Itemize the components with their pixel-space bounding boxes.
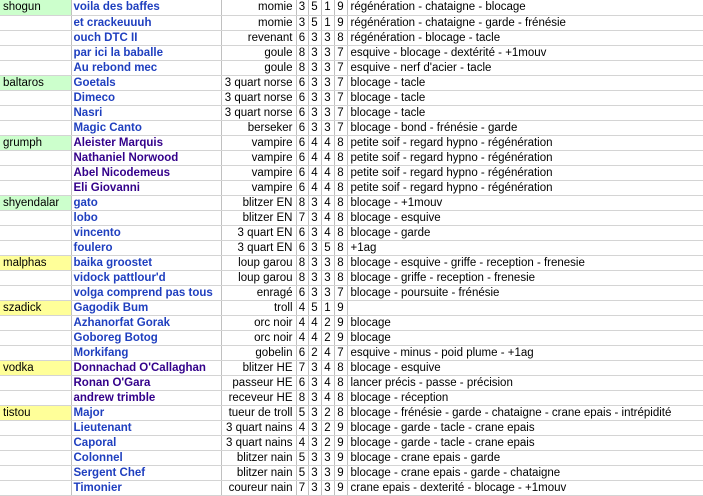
skills-cell: blocage - +1mouv	[347, 195, 703, 210]
stat-ag-cell: 4	[321, 165, 334, 180]
stat-ag-cell: 4	[321, 195, 334, 210]
player-name-cell: lobo	[71, 210, 221, 225]
player-name-cell: Gagodik Bum	[71, 300, 221, 315]
player-name-cell: Sergent Chef	[71, 465, 221, 480]
table-row	[0, 120, 703, 135]
stat-av-cell: 8	[334, 135, 347, 150]
player-name-cell: Nathaniel Norwood	[71, 150, 221, 165]
table-row	[0, 465, 703, 480]
stat-av-cell: 8	[334, 240, 347, 255]
stat-ag-cell: 3	[321, 270, 334, 285]
table-row	[0, 390, 703, 405]
stat-av-cell: 8	[334, 30, 347, 45]
stat-av-cell: 9	[334, 15, 347, 30]
table-row	[0, 420, 703, 435]
stat-av-cell: 8	[334, 390, 347, 405]
table-row	[0, 165, 703, 180]
race-cell: passeur HE	[221, 375, 296, 390]
race-cell: 3 quart EN	[221, 240, 296, 255]
owner-cell	[0, 465, 71, 480]
stat-ag-cell: 4	[321, 180, 334, 195]
table-row	[0, 210, 703, 225]
stat-st-cell: 4	[308, 180, 321, 195]
player-name-cell: Azhanorfat Gorak	[71, 315, 221, 330]
stat-ma-cell: 6	[296, 225, 308, 240]
stat-av-cell: 7	[334, 75, 347, 90]
stat-av-cell: 8	[334, 270, 347, 285]
skills-cell: blocage - crane epais - garde	[347, 450, 703, 465]
stat-ag-cell: 4	[321, 390, 334, 405]
stat-ag-cell: 3	[321, 105, 334, 120]
owner-cell: malphas	[0, 255, 71, 270]
race-cell: blitzer nain	[221, 465, 296, 480]
stat-st-cell: 3	[308, 195, 321, 210]
table-row	[0, 15, 703, 30]
skills-cell: blocage	[347, 330, 703, 345]
skills-cell: blocage - garde - tacle - crane epais	[347, 420, 703, 435]
skills-cell: blocage	[347, 315, 703, 330]
player-name-cell: et crackeuuuh	[71, 15, 221, 30]
skills-cell: blocage - frénésie - garde - chataigne - crane epais - intrépidité	[347, 405, 703, 420]
stat-ma-cell: 5	[296, 405, 308, 420]
stat-st-cell: 4	[308, 165, 321, 180]
stat-st-cell: 3	[308, 405, 321, 420]
player-name-cell: Au rebond mec	[71, 60, 221, 75]
stat-ma-cell: 4	[296, 315, 308, 330]
owner-cell	[0, 45, 71, 60]
owner-cell	[0, 90, 71, 105]
race-cell: enragé	[221, 285, 296, 300]
owner-cell	[0, 390, 71, 405]
stat-ma-cell: 6	[296, 120, 308, 135]
race-cell: berseker	[221, 120, 296, 135]
table-row	[0, 60, 703, 75]
stat-st-cell: 4	[308, 150, 321, 165]
race-cell: vampire	[221, 135, 296, 150]
stat-av-cell: 8	[334, 180, 347, 195]
owner-cell	[0, 15, 71, 30]
player-name-cell: Caporal	[71, 435, 221, 450]
stat-ma-cell: 8	[296, 255, 308, 270]
stat-ag-cell: 2	[321, 405, 334, 420]
skills-cell: petite soif - regard hypno - régénération	[347, 135, 703, 150]
player-name-cell: par ici la baballe	[71, 45, 221, 60]
stat-av-cell: 8	[334, 165, 347, 180]
skills-cell: blocage - réception	[347, 390, 703, 405]
skills-cell: blocage - crane epais - garde - chataigne	[347, 465, 703, 480]
table-row	[0, 315, 703, 330]
stat-ag-cell: 3	[321, 120, 334, 135]
stat-ag-cell: 3	[321, 75, 334, 90]
table-row	[0, 75, 703, 90]
table-row	[0, 90, 703, 105]
table-row	[0, 375, 703, 390]
race-cell: goule	[221, 60, 296, 75]
stat-st-cell: 3	[308, 240, 321, 255]
owner-cell: szadick	[0, 300, 71, 315]
skills-cell: crane epais - dexterité - blocage - +1mouv	[347, 480, 703, 495]
stat-av-cell: 7	[334, 285, 347, 300]
owner-cell: vodka	[0, 360, 71, 375]
owner-cell	[0, 210, 71, 225]
owner-cell	[0, 150, 71, 165]
table-row	[0, 195, 703, 210]
stat-st-cell: 3	[308, 390, 321, 405]
stat-ag-cell: 3	[321, 255, 334, 270]
skills-cell: régénération - chataigne - blocage	[347, 0, 703, 15]
stat-ag-cell: 4	[321, 210, 334, 225]
table-row	[0, 30, 703, 45]
table-row	[0, 330, 703, 345]
table-row	[0, 480, 703, 495]
skills-cell: esquive - minus - poid plume - +1ag	[347, 345, 703, 360]
stat-ag-cell: 4	[321, 345, 334, 360]
stat-ma-cell: 8	[296, 45, 308, 60]
stat-ma-cell: 6	[296, 105, 308, 120]
table-row	[0, 450, 703, 465]
skills-cell: petite soif - regard hypno - régénération	[347, 165, 703, 180]
stat-av-cell: 8	[334, 405, 347, 420]
owner-cell	[0, 270, 71, 285]
stat-st-cell: 3	[308, 285, 321, 300]
stat-st-cell: 3	[308, 435, 321, 450]
stat-st-cell: 5	[308, 15, 321, 30]
skills-cell: esquive - nerf d'acier - tacle	[347, 60, 703, 75]
skills-cell: +1ag	[347, 240, 703, 255]
stat-av-cell: 7	[334, 90, 347, 105]
player-name-cell: Nasri	[71, 105, 221, 120]
stat-ag-cell: 4	[321, 135, 334, 150]
stat-ag-cell: 3	[321, 285, 334, 300]
race-cell: momie	[221, 15, 296, 30]
skills-cell: régénération - chataigne - garde - frénésie	[347, 15, 703, 30]
race-cell: 3 quart nains	[221, 435, 296, 450]
player-name-cell: andrew trimble	[71, 390, 221, 405]
stat-st-cell: 3	[308, 75, 321, 90]
player-name-cell: Major	[71, 405, 221, 420]
player-name-cell: Magic Canto	[71, 120, 221, 135]
stat-ag-cell: 4	[321, 225, 334, 240]
stat-ag-cell: 5	[321, 240, 334, 255]
player-name-cell: voila des baffes	[71, 0, 221, 15]
stat-st-cell: 3	[308, 30, 321, 45]
owner-cell: baltaros	[0, 75, 71, 90]
stat-ma-cell: 8	[296, 195, 308, 210]
stat-ma-cell: 6	[296, 135, 308, 150]
stat-av-cell: 9	[334, 465, 347, 480]
stat-av-cell: 9	[334, 450, 347, 465]
stat-ma-cell: 6	[296, 75, 308, 90]
stat-ag-cell: 2	[321, 315, 334, 330]
owner-cell	[0, 330, 71, 345]
stat-ma-cell: 6	[296, 240, 308, 255]
stat-st-cell: 3	[308, 60, 321, 75]
table-row	[0, 180, 703, 195]
stat-ma-cell: 6	[296, 285, 308, 300]
owner-cell	[0, 240, 71, 255]
skills-cell: blocage - tacle	[347, 90, 703, 105]
stat-ag-cell: 3	[321, 90, 334, 105]
stat-av-cell: 7	[334, 60, 347, 75]
player-name-cell: Abel Nicodemeus	[71, 165, 221, 180]
stat-av-cell: 9	[334, 300, 347, 315]
stat-av-cell: 9	[334, 480, 347, 495]
skills-cell: régénération - blocage - tacle	[347, 30, 703, 45]
race-cell: vampire	[221, 165, 296, 180]
race-cell: 3 quart norse	[221, 90, 296, 105]
owner-cell: grumph	[0, 135, 71, 150]
table-row	[0, 150, 703, 165]
race-cell: revenant	[221, 30, 296, 45]
stat-ma-cell: 6	[296, 30, 308, 45]
stat-ag-cell: 2	[321, 330, 334, 345]
skills-cell: blocage - garde - tacle - crane epais	[347, 435, 703, 450]
skills-cell	[347, 300, 703, 315]
skills-cell: blocage - garde	[347, 225, 703, 240]
stat-st-cell: 4	[308, 135, 321, 150]
stat-av-cell: 8	[334, 210, 347, 225]
table-row	[0, 285, 703, 300]
player-name-cell: Donnachad O'Callaghan	[71, 360, 221, 375]
stat-st-cell: 3	[308, 45, 321, 60]
stat-av-cell: 8	[334, 360, 347, 375]
stat-ma-cell: 7	[296, 480, 308, 495]
stat-ma-cell: 4	[296, 300, 308, 315]
owner-cell	[0, 375, 71, 390]
skills-cell: blocage - griffe - reception - frenesie	[347, 270, 703, 285]
player-name-cell: Morkifang	[71, 345, 221, 360]
player-name-cell: Goboreg Botog	[71, 330, 221, 345]
stat-av-cell: 7	[334, 45, 347, 60]
stat-ma-cell: 7	[296, 360, 308, 375]
skills-cell: petite soif - regard hypno - régénération	[347, 150, 703, 165]
table-row	[0, 435, 703, 450]
owner-cell	[0, 180, 71, 195]
owner-cell	[0, 480, 71, 495]
stat-ag-cell: 1	[321, 0, 334, 15]
race-cell: blitzer nain	[221, 450, 296, 465]
stat-ma-cell: 4	[296, 435, 308, 450]
table-row	[0, 135, 703, 150]
stat-av-cell: 8	[334, 375, 347, 390]
race-cell: 3 quart nains	[221, 420, 296, 435]
stat-ag-cell: 3	[321, 45, 334, 60]
stat-av-cell: 9	[334, 315, 347, 330]
stat-ma-cell: 7	[296, 210, 308, 225]
skills-cell: blocage - esquive	[347, 210, 703, 225]
table-row	[0, 240, 703, 255]
stat-ma-cell: 6	[296, 375, 308, 390]
owner-cell	[0, 285, 71, 300]
stat-st-cell: 3	[308, 270, 321, 285]
player-name-cell: Aleister Marquis	[71, 135, 221, 150]
stat-st-cell: 3	[308, 210, 321, 225]
player-name-cell: Lieutenant	[71, 420, 221, 435]
player-name-cell: baika groostet	[71, 255, 221, 270]
race-cell: vampire	[221, 150, 296, 165]
race-cell: receveur HE	[221, 390, 296, 405]
player-name-cell: ouch DTC II	[71, 30, 221, 45]
skills-cell: blocage - tacle	[347, 75, 703, 90]
stat-ma-cell: 8	[296, 60, 308, 75]
owner-cell	[0, 225, 71, 240]
stat-st-cell: 3	[308, 225, 321, 240]
stat-st-cell: 5	[308, 300, 321, 315]
race-cell: vampire	[221, 180, 296, 195]
race-cell: goule	[221, 45, 296, 60]
table-row	[0, 345, 703, 360]
stat-ma-cell: 3	[296, 0, 308, 15]
stat-st-cell: 3	[308, 360, 321, 375]
stat-ag-cell: 1	[321, 300, 334, 315]
player-name-cell: Ronan O'Gara	[71, 375, 221, 390]
table-row	[0, 360, 703, 375]
owner-cell	[0, 315, 71, 330]
player-name-cell: Dimeco	[71, 90, 221, 105]
player-name-cell: Eli Giovanni	[71, 180, 221, 195]
stat-ma-cell: 8	[296, 390, 308, 405]
stat-st-cell: 3	[308, 480, 321, 495]
player-name-cell: vidock pattlour'd	[71, 270, 221, 285]
stat-st-cell: 3	[308, 90, 321, 105]
stat-ag-cell: 3	[321, 465, 334, 480]
race-cell: loup garou	[221, 270, 296, 285]
race-cell: blitzer HE	[221, 360, 296, 375]
owner-cell	[0, 165, 71, 180]
stat-ag-cell: 1	[321, 15, 334, 30]
owner-cell: shogun	[0, 0, 71, 15]
stat-ma-cell: 8	[296, 270, 308, 285]
table-row	[0, 45, 703, 60]
stat-ma-cell: 6	[296, 180, 308, 195]
stat-st-cell: 4	[308, 330, 321, 345]
stat-st-cell: 5	[308, 0, 321, 15]
race-cell: 3 quart norse	[221, 105, 296, 120]
stat-ag-cell: 3	[321, 60, 334, 75]
table-row	[0, 0, 703, 15]
stat-ma-cell: 3	[296, 15, 308, 30]
table-row	[0, 255, 703, 270]
stat-ma-cell: 6	[296, 165, 308, 180]
stat-ag-cell: 4	[321, 375, 334, 390]
race-cell: 3 quart norse	[221, 75, 296, 90]
stat-ma-cell: 5	[296, 450, 308, 465]
stat-st-cell: 3	[308, 465, 321, 480]
table-row	[0, 405, 703, 420]
owner-cell	[0, 435, 71, 450]
stat-av-cell: 7	[334, 120, 347, 135]
stat-ag-cell: 4	[321, 360, 334, 375]
race-cell: blitzer EN	[221, 210, 296, 225]
stat-av-cell: 9	[334, 0, 347, 15]
table-row	[0, 225, 703, 240]
stat-ma-cell: 6	[296, 150, 308, 165]
stat-ag-cell: 3	[321, 30, 334, 45]
stat-av-cell: 9	[334, 330, 347, 345]
skills-cell: blocage - bond - frénésie - garde	[347, 120, 703, 135]
race-cell: momie	[221, 0, 296, 15]
owner-cell	[0, 420, 71, 435]
player-name-cell: Goetals	[71, 75, 221, 90]
stat-ma-cell: 6	[296, 345, 308, 360]
player-name-cell: foulero	[71, 240, 221, 255]
table-row	[0, 270, 703, 285]
stat-st-cell: 3	[308, 105, 321, 120]
race-cell: orc noir	[221, 330, 296, 345]
stat-av-cell: 8	[334, 195, 347, 210]
stat-st-cell: 3	[308, 375, 321, 390]
skills-cell: blocage - tacle	[347, 105, 703, 120]
stat-st-cell: 2	[308, 345, 321, 360]
owner-cell	[0, 105, 71, 120]
stat-av-cell: 7	[334, 345, 347, 360]
stat-ag-cell: 4	[321, 150, 334, 165]
stat-st-cell: 3	[308, 450, 321, 465]
stat-st-cell: 3	[308, 120, 321, 135]
race-cell: troll	[221, 300, 296, 315]
stat-ma-cell: 6	[296, 90, 308, 105]
owner-cell: tistou	[0, 405, 71, 420]
player-name-cell: volga comprend pas tous	[71, 285, 221, 300]
race-cell: orc noir	[221, 315, 296, 330]
player-name-cell: vincento	[71, 225, 221, 240]
stat-ag-cell: 3	[321, 450, 334, 465]
skills-cell: petite soif - regard hypno - régénération	[347, 180, 703, 195]
race-cell: loup garou	[221, 255, 296, 270]
owner-cell	[0, 120, 71, 135]
table-row	[0, 105, 703, 120]
stat-st-cell: 3	[308, 420, 321, 435]
stat-av-cell: 7	[334, 105, 347, 120]
owner-cell	[0, 30, 71, 45]
stat-av-cell: 9	[334, 435, 347, 450]
race-cell: gobelin	[221, 345, 296, 360]
owner-cell	[0, 450, 71, 465]
player-name-cell: Colonnel	[71, 450, 221, 465]
table-row	[0, 300, 703, 315]
stat-ag-cell: 2	[321, 420, 334, 435]
stat-av-cell: 8	[334, 150, 347, 165]
stat-ag-cell: 3	[321, 480, 334, 495]
owner-cell	[0, 60, 71, 75]
player-name-cell: Timonier	[71, 480, 221, 495]
skills-cell: lancer précis - passe - précision	[347, 375, 703, 390]
stat-st-cell: 3	[308, 255, 321, 270]
stat-ma-cell: 4	[296, 420, 308, 435]
stat-ag-cell: 2	[321, 435, 334, 450]
owner-cell	[0, 345, 71, 360]
race-cell: blitzer EN	[221, 195, 296, 210]
skills-cell: blocage - esquive - griffe - reception - frenesie	[347, 255, 703, 270]
stat-ma-cell: 5	[296, 465, 308, 480]
skills-cell: blocage - poursuite - frénésie	[347, 285, 703, 300]
stat-av-cell: 9	[334, 420, 347, 435]
race-cell: coureur nain	[221, 480, 296, 495]
stat-av-cell: 8	[334, 225, 347, 240]
skills-cell: esquive - blocage - dextérité - +1mouv	[347, 45, 703, 60]
stat-st-cell: 4	[308, 315, 321, 330]
stat-av-cell: 8	[334, 255, 347, 270]
stat-ma-cell: 4	[296, 330, 308, 345]
owner-cell: shyendalar	[0, 195, 71, 210]
race-cell: tueur de troll	[221, 405, 296, 420]
player-name-cell: gato	[71, 195, 221, 210]
skills-cell: blocage - esquive	[347, 360, 703, 375]
race-cell: 3 quart EN	[221, 225, 296, 240]
